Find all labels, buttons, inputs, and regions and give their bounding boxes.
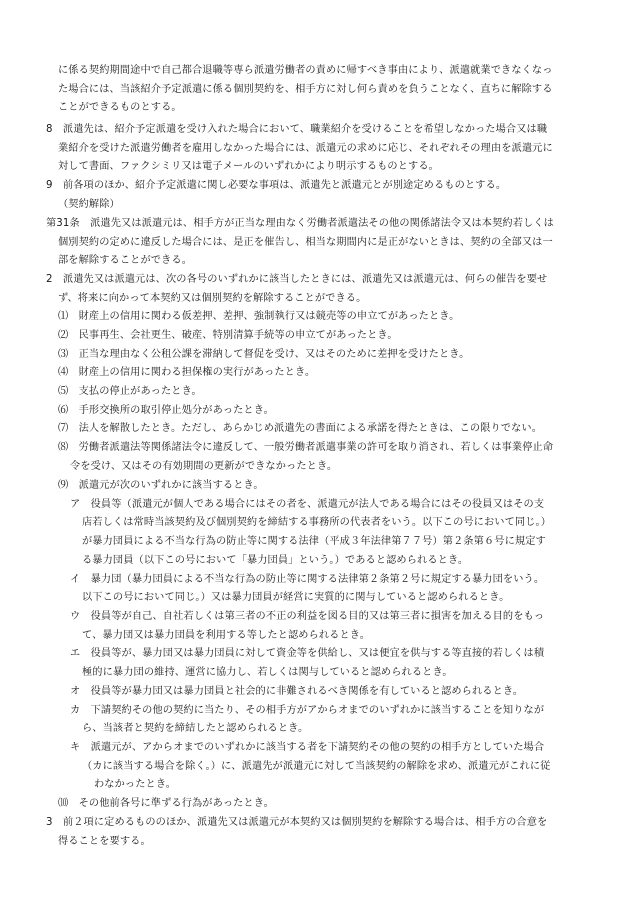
text-line: に係る契約期間途中で自己都合退職等専ら派遣労働者の責めに帰すべき事由により、派遣就業できなくなっ	[58, 65, 553, 76]
item-6: ⑹ 手形交換所の取引停止処分があったとき。	[58, 405, 274, 416]
clause-9: 9 前各項のほか、紹介予定派遣に関し必要な事項は、派遣先と派遣元とが別途定めるものとする。	[46, 180, 507, 191]
text-line: 得ることを要する。	[58, 836, 151, 847]
text-line: 部を解除することができる。	[58, 255, 192, 266]
text-line: 個別契約の定めに違反した場合には、是正を催告し、相当な期間内に是正がないときは、契約の全部又は一	[58, 237, 553, 248]
text-line: る暴力団員（以下この号において「暴力団員」という。）であると認められるとき。	[82, 555, 469, 566]
text-line: 業紹介を受けた派遣労働者を雇用しなかった場合には、派遣元の求めに応じ、それぞれその理由を派遣元に	[58, 143, 553, 154]
subitem-ki: キ 派遣元が、アからオまでのいずれかに該当する者を下請契約その他の契約の相手方としていた場合	[70, 742, 545, 753]
text-line: 以下この号において同じ。）又は暴力団員が経営に実質的に関与していると認められるとき。	[82, 592, 510, 603]
text-line: 店若しくは常時当該契約及び個別契約を締結する事務所の代表者をいう。以下この号において同じ。）	[82, 517, 552, 528]
subitem-ka: カ 下請契約その他の契約に当たり、その相手方がアからオまでのいずれかに該当することを知りなが	[70, 705, 545, 716]
article-31: 第31条 派遣先又は派遣元は、相手方が正当な理由なく労働者派遣法その他の関係諸法令又は本契約若しくは	[46, 218, 554, 229]
item-4: ⑷ 財産上の信用に関わる担保権の実行があったとき。	[58, 367, 316, 378]
item-7: ⑺ 法人を解散したとき。ただし、あらかじめ派遣先の書面による承諾を得たときは、この限りでない。	[58, 423, 543, 434]
text-line: て、暴力団又は暴力団員を利用する等したと認められるとき。	[82, 630, 370, 641]
text-line: 極的に暴力団の維持、運営に協力し、若しくは関与していると認められるとき。	[82, 667, 453, 678]
item-3: ⑶ 正当な理由なく公租公課を滞納して督促を受け、又はそのために差押を受けたとき。	[58, 349, 470, 360]
item-10: ⑽ その他前各号に準ずる行為があったとき。	[58, 798, 274, 809]
subitem-u: ウ 役員等が自己、自社若しくは第三者の不正の利益を図る目的又は第三者に損害を加える目的をもっ	[70, 611, 545, 622]
text-line: ず、将来に向かって本契約又は個別契約を解除することができる。	[58, 293, 367, 304]
text-line: が暴力団員による不当な行為の防止等に関する法律（平成３年法律第７７号）第２条第６号に規定す	[82, 536, 546, 547]
clause-3: 3 前２項に定めるもののほか、派遣先又は派遣元が本契約又は個別契約を解除する場合は、相手方の合意を	[46, 817, 548, 828]
item-9: ⑼ 派遣元が次のいずれかに該当するとき。	[58, 480, 264, 491]
item-2: ⑵ 民事再生、会社更生、破産、特別清算手続等の申立てがあったとき。	[58, 330, 398, 341]
text-line: ら、当該者と契約を締結したと認められるとき。	[82, 723, 309, 734]
item-5: ⑸ 支払の停止があったとき。	[58, 386, 202, 397]
subitem-o: オ 役員等が暴力団又は暴力団員と社会的に非難されるべき関係を有していると認められるとき。	[70, 686, 524, 697]
text-line: 対して書面、ファクシミリ又は電子メールのいずれかにより明示するものとする。	[58, 161, 439, 172]
text-line: ことができるものとする。	[58, 102, 182, 113]
text-line: （カに該当する場合を除く。）に、派遣先が派遣元に対して当該契約の解除を求め、派遣元がこれに従	[82, 761, 551, 772]
subitem-e: エ 役員等が、暴力団又は暴力団員に対して資金等を供給し、又は便宜を供与する等直接的若しくは積	[70, 648, 545, 659]
section-heading: （契約解除）	[58, 199, 120, 210]
text-line: わなかったとき。	[94, 779, 177, 790]
clause-8: 8 派遣先は、紹介予定派遣を受け入れた場合において、職業紹介を受けることを希望しなかった場合又は職	[46, 124, 548, 135]
subitem-i: イ 暴力団（暴力団員による不当な行為の防止等に関する法律第２条第２号に規定する暴力団をいう。	[70, 574, 545, 585]
item-1: ⑴ 財産上の信用に関わる仮差押、差押、強制執行又は競売等の申立てがあったとき。	[58, 311, 460, 322]
text-line: 令を受け、又はその有効期間の更新ができなかったとき。	[70, 461, 338, 472]
subitem-a: ア 役員等（派遣元が個人である場合にはその者を、派遣元が法人である場合にはその役員又はその支	[70, 499, 545, 510]
clause-2: 2 派遣先又は派遣元は、次の各号のいずれかに該当したときには、派遣先又は派遣元は、何らの催告を要せ	[46, 274, 548, 285]
text-line: た場合には、当該紹介予定派遣に係る個別契約を、相手方に対し何ら責めを負うことなく、直ちに解除する	[58, 84, 553, 95]
item-8: ⑻ 労働者派遣法等関係諸法令に違反して、一般労働者派遣事業の許可を取り消され、若しくは事業停止命	[58, 442, 554, 453]
